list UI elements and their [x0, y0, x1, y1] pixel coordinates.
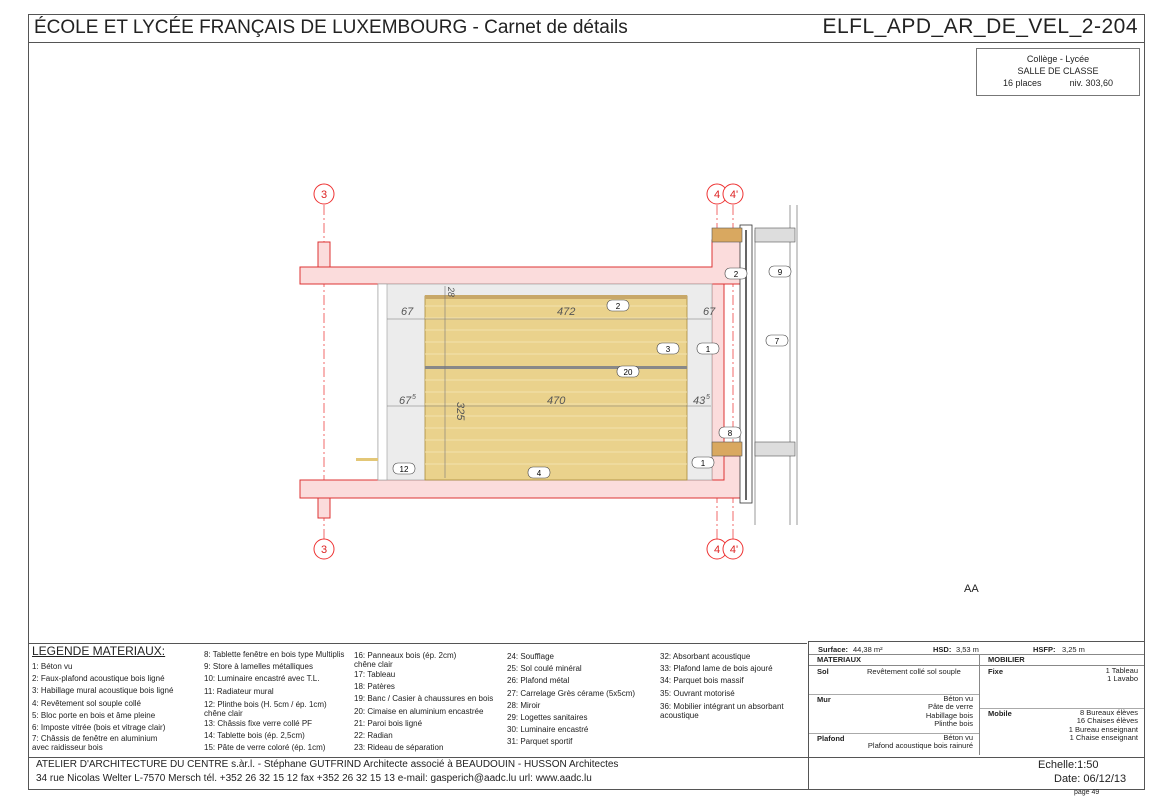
legend-item: 14: Tablette bois (ép. 2,5cm) [204, 731, 305, 741]
tag-7-frame [766, 335, 788, 346]
mobile-value: 16 Chaises élèves [1076, 716, 1138, 726]
mur-label: Mur [817, 695, 831, 704]
legend-item: 25: Sol coulé minéral [507, 664, 582, 674]
fixe-values [1106, 667, 1138, 684]
legend-item: 19: Banc / Casier à chaussures en bois [354, 694, 494, 704]
legend-item: 23: Rideau de séparation [354, 743, 444, 753]
hsd-value: 3,53 m [956, 645, 979, 654]
mur-value: Pâte de verre [927, 702, 973, 712]
dim-mid-mid: 470 [547, 395, 566, 407]
legend-item: 8: Tablette fenêtre en bois type Multiplis [204, 650, 345, 659]
room-level: niv. 303,60 [1069, 78, 1113, 88]
dim-top-left: 67 [401, 306, 414, 318]
mobile-label: Mobile [988, 709, 1012, 718]
wall-row [809, 694, 979, 734]
tag-1-bottom [692, 457, 714, 468]
ceiling-row [809, 733, 979, 755]
legend-item: 20: Cimaise en aluminium encastrée [354, 706, 484, 716]
tag-9-blind [769, 266, 791, 277]
dim-top-right: 67 [703, 306, 716, 318]
legend-item: 30: Luminaire encastré [507, 725, 589, 735]
legend-item: 34: Parquet bois massif [660, 676, 744, 686]
plafond-value: Béton vu [943, 733, 973, 742]
section-label: AA [964, 583, 979, 595]
fixe-value: 1 Tableau [1105, 666, 1138, 675]
grid-label-4-top: 4 [713, 189, 721, 201]
legend-item: 7: Châssis de fenêtre en aluminium [32, 734, 158, 744]
grid-label-3-top: 3 [320, 189, 328, 201]
surface-label: Surface: [818, 645, 849, 654]
sol-value: Revêtement collé sol souple [867, 667, 961, 676]
legend-item: 10: Luminaire encastré avec T.L. [204, 674, 320, 684]
legend-col-5 [660, 651, 784, 720]
mobilier-header: MOBILIER [980, 655, 1144, 666]
legend-item: 2: Faux-plafond acoustique bois ligné [32, 674, 165, 684]
svg-text:8: 8 [727, 429, 733, 438]
svg-text:9: 9 [777, 268, 783, 277]
room-type: SALLE DE CLASSE [1017, 66, 1099, 76]
wall-lining-left [378, 284, 387, 480]
hsd-label: HSD: [933, 645, 952, 654]
materials-section [809, 655, 980, 755]
sol-label: Sol [817, 667, 829, 676]
legend-item: 6: Imposte vitrée (bois et vitrage clair) [32, 723, 166, 733]
dim-mid-left: 67 [399, 395, 412, 407]
svg-text:1: 1 [700, 459, 706, 468]
legend-item: 31: Parquet sportif [507, 737, 573, 747]
legend-item: 3: Habillage mural acoustique bois ligné [32, 686, 174, 696]
mobile-furniture-row [980, 708, 1144, 755]
legend-item: 28: Miroir [507, 700, 541, 710]
column-top [318, 242, 330, 267]
fixe-label: Fixe [988, 667, 1004, 676]
tag-4-floor [528, 467, 550, 478]
legend-item: 26: Plafond métal [507, 676, 570, 686]
legend-item: 21: Paroi bois ligné [354, 718, 423, 728]
mobile-value: 8 Bureaux élèves [1080, 708, 1138, 717]
bench-shelf [356, 458, 378, 461]
mur-values [926, 695, 973, 729]
legend-item: chêne clair [354, 660, 393, 669]
legend-item: 33: Plafond lame de bois ajouré [660, 664, 773, 674]
furniture-section [980, 655, 1144, 755]
legend-item: 9: Store à lamelles métalliques [204, 662, 313, 672]
mur-value: Plinthe bois [934, 719, 973, 729]
surface-value: 44,38 m² [853, 645, 883, 654]
wall-top [300, 240, 744, 284]
svg-text:12: 12 [399, 465, 409, 474]
ceiling-edge-top [425, 295, 687, 299]
drawing-code: ELFL_APD_AR_DE_VEL_2-204 [822, 15, 1138, 38]
legend-item: 27: Carrelage Grès cérame (5x5cm) [507, 688, 636, 698]
grid-label-4p-bottom: 4' [729, 544, 739, 556]
legend-col-2 [204, 649, 344, 754]
legend-item: 12: Plinthe bois (H. 5cm / ép. 1cm) [204, 699, 327, 709]
plafond-values [868, 734, 973, 751]
room-category: Collège - Lycée [1026, 54, 1090, 64]
column-bottom [318, 498, 330, 518]
materials-legend [28, 643, 807, 757]
legend-item: 24: Soufflage [507, 652, 555, 661]
plafond-value: Plafond acoustique bois rainuré [867, 741, 973, 751]
aluminium-rail [425, 366, 687, 369]
tag-8-sill [719, 427, 741, 438]
firm-name: ATELIER D'ARCHITECTURE DU CENTRE s.àr.l. - Stéphane GUTFRIND Architecte associé à BEAUDOUIN - HUSSON Architectes [36, 759, 619, 770]
svg-text:4: 4 [536, 469, 542, 478]
legend-item: chêne clair [204, 708, 243, 718]
hsfp-label: HSFP: [1033, 645, 1056, 654]
mobile-value: 1 Chaise enseignant [1069, 733, 1138, 743]
mur-value: Habillage bois [925, 710, 973, 720]
sheet-title: ÉCOLE ET LYCÉE FRANÇAIS DE LUXEMBOURG - Carnet de détails [34, 17, 628, 38]
legend-item: 36: Mobilier intégrant un absorbant [660, 701, 784, 711]
legend-item: 1: Béton vu [32, 662, 73, 671]
title-block-footer [28, 757, 1145, 790]
legend-col-4 [507, 651, 635, 749]
fixed-furniture-row [980, 666, 1144, 709]
legend-item: acoustique [660, 710, 699, 720]
materials-header: MATERIAUX [809, 655, 979, 666]
svg-text:7: 7 [774, 337, 780, 346]
tag-2-ceiling [607, 300, 629, 311]
legend-item: 18: Patères [354, 682, 395, 692]
grid-label-4-bottom: 4 [713, 544, 721, 556]
tag-2-window [725, 268, 747, 279]
legend-item: 22: Radian [354, 731, 393, 741]
page-number: page 49 [1074, 789, 1100, 796]
legend-item: 29: Logettes sanitaires [507, 713, 588, 723]
tag-3-wall [657, 343, 679, 354]
room-places: 16 places [1003, 78, 1042, 88]
mur-value: Béton vu [943, 694, 973, 703]
tag-1-top [697, 343, 719, 354]
svg-text:20: 20 [623, 368, 633, 377]
tag-12-skirting [393, 463, 415, 474]
grid-label-3-bottom: 3 [320, 544, 328, 556]
floor-row [809, 666, 979, 695]
dim-vertical: 325 [454, 402, 466, 421]
fixe-value: 1 Lavabo [1107, 674, 1138, 684]
grid-label-4p-top: 4' [729, 189, 739, 201]
svg-text:1: 1 [705, 345, 711, 354]
mobile-value: 1 Bureau enseignant [1068, 724, 1138, 734]
dim-top-mid: 472 [557, 306, 576, 318]
tag-20-rail [617, 366, 639, 377]
svg-text:2: 2 [615, 302, 621, 311]
legend-item: 17: Tableau [354, 670, 396, 679]
svg-text:3: 3 [665, 345, 671, 354]
legend-item: 5: Bloc porte en bois et âme pleine [32, 710, 156, 720]
mobile-values [1069, 709, 1138, 743]
room-spec-table [808, 641, 1145, 757]
drawing-scale: Echelle:1:50 [1038, 759, 1099, 771]
legend-item: 13: Châssis fixe verre collé PF [204, 718, 313, 728]
legend-item: 32: Absorbant acoustique [660, 652, 751, 661]
plafond-label: Plafond [817, 734, 845, 743]
dim-mid-right: 43 [693, 395, 706, 407]
legend-title: LEGENDE MATERIAUX: [32, 644, 166, 658]
legend-col-3 [354, 649, 493, 754]
firm-contact: 34 rue Nicolas Welter L-7570 Mersch tél. +352 26 32 15 12 fax +352 26 32 15 13 e-mail: gasperich@aadc.lu url: www.aadc.lu [36, 773, 592, 784]
legend-col-1 [32, 661, 173, 752]
legend-item: avec raidisseur bois [32, 743, 103, 753]
dim-mid-left-sup: 5 [412, 394, 416, 401]
legend-item: 4: Revêtement sol souple collé [32, 698, 141, 708]
hsfp-value: 3,25 m [1062, 645, 1085, 654]
legend-item: 15: Pâte de verre coloré (ép. 1cm) [204, 743, 326, 753]
svg-text:2: 2 [733, 270, 739, 279]
dim-mid-right-sup: 5 [706, 394, 710, 401]
drawing-date: Date: 06/12/13 [1054, 773, 1127, 785]
legend-item: 16: Panneaux bois (ép. 2cm) [354, 651, 457, 660]
legend-item: 11: Radiateur mural [204, 686, 274, 696]
room-metrics-row [809, 644, 1144, 655]
legend-item: 35: Ouvrant motorisé [660, 688, 735, 698]
dim-small: 28 [446, 287, 456, 298]
